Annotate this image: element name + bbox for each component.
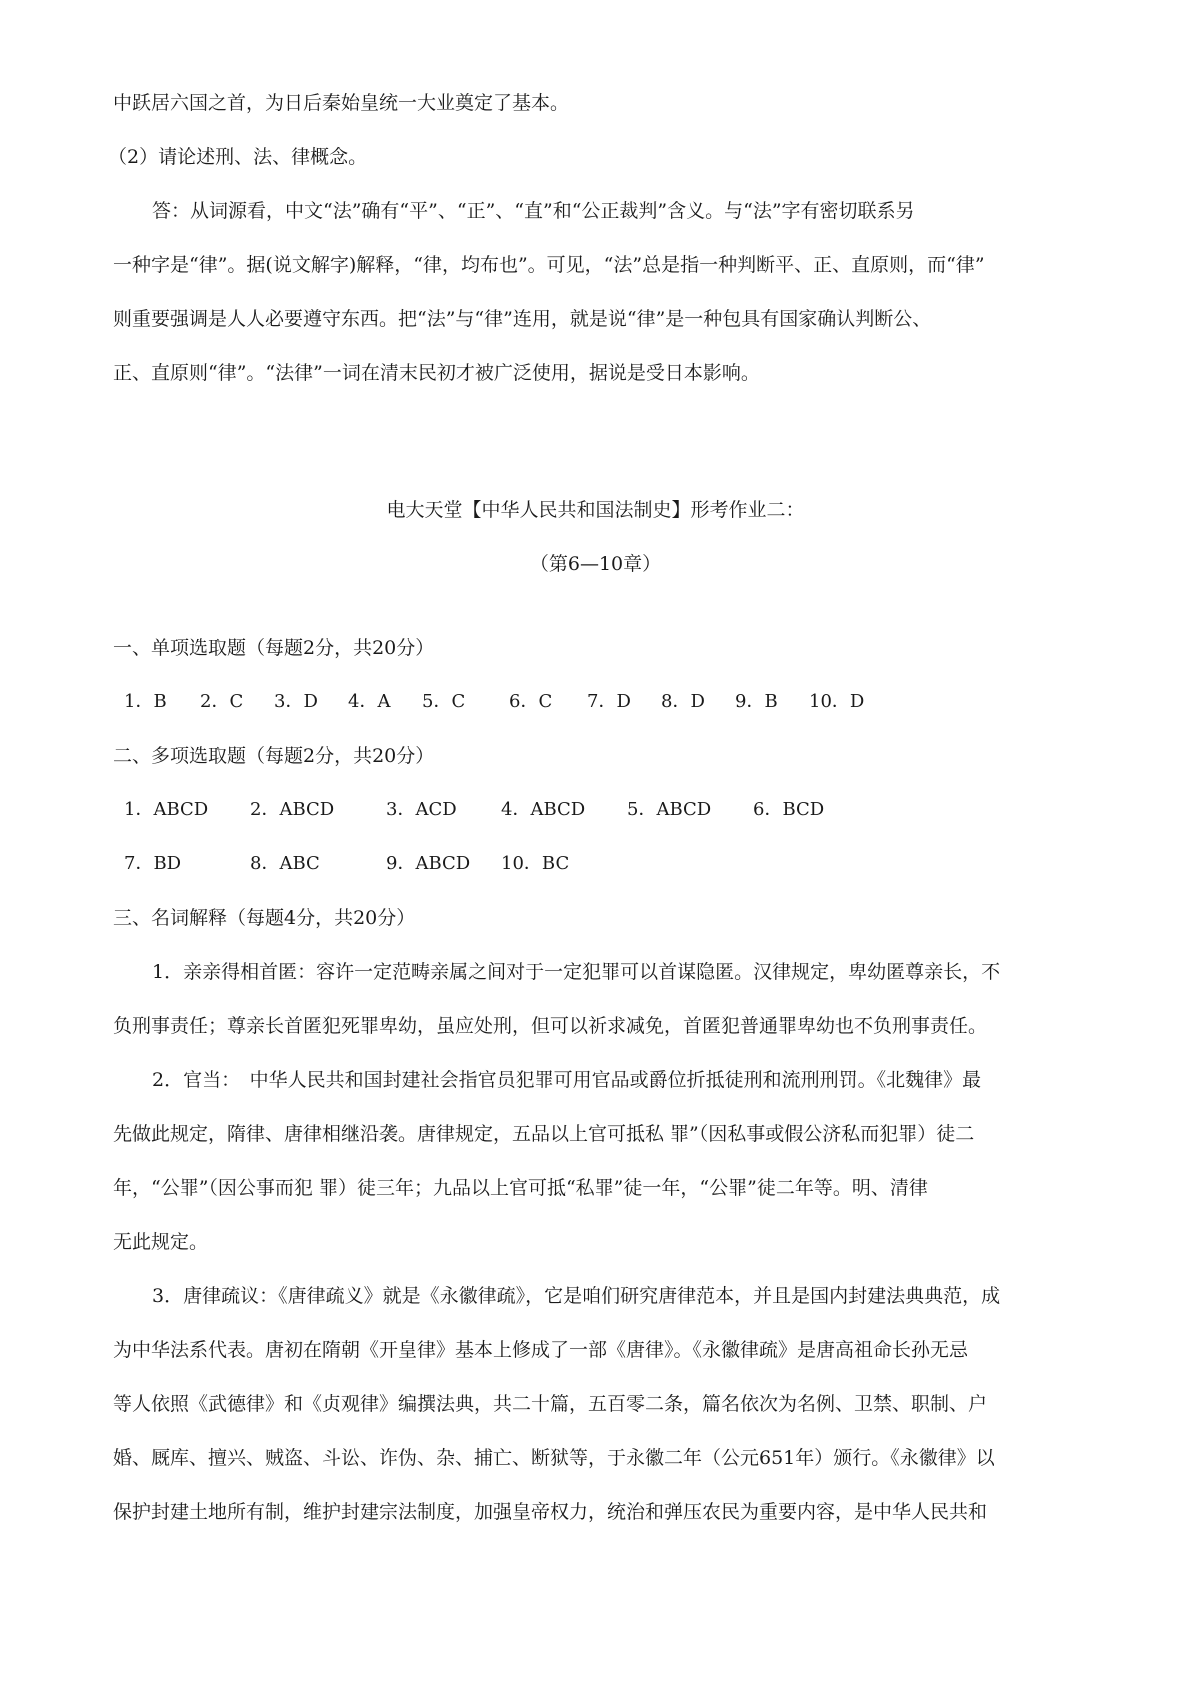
section-2-answers-row-2 <box>124 851 601 877</box>
term-3-line-4: 婚、厩库、擅兴、贼盗、斗讼、诈伪、杂、捕亡、断狱等，于永徽二年（公元651年）颁行。《永徽律》以 <box>113 1447 995 1469</box>
answer-item: 2．C <box>200 691 244 712</box>
section-1-answers <box>124 689 883 715</box>
term-1-line-1: 1．亲亲得相首匿：容许一定范畴亲属之间对于一定犯罪可以首谋隐匿。汉律规定，卑幼匿尊亲长，不 <box>152 961 1001 983</box>
answer-item: 4．A <box>348 691 391 712</box>
answer-item: 5．ABCD <box>627 799 712 820</box>
answer-item: 7．BD <box>124 853 182 874</box>
answer-item: 3．D <box>274 691 318 712</box>
answer-item: 1．B <box>124 691 167 712</box>
answer-item: 10．D <box>809 691 865 712</box>
section-1-heading: 一、单项选取题（每题2分，共20分） <box>113 637 435 659</box>
term-2-line-3: 年，“公罪”（因公事而犯 罪）徒三年；九品以上官可抵“私罪”徒一年，“公罪”徒二年等。明、清律 <box>113 1177 928 1199</box>
section-3-heading: 三、名词解释（每题4分，共20分） <box>113 907 416 929</box>
answer-item: 9．B <box>735 691 778 712</box>
term-2-line-1: 2．官当： 中华人民共和国封建社会指官员犯罪可用官品或爵位折抵徒刑和流刑刑罚。《北魏律》最 <box>152 1069 982 1091</box>
term-2-line-4: 无此规定。 <box>113 1231 209 1253</box>
answer-line-3: 则重要强调是人人必要遵守东西。把“法”与“律”连用，就是说“律”是一种包具有国家确认判断公、 <box>113 308 932 330</box>
answer-line-2: 一种字是“律”。据(说文解字)解释，“律，均布也”。可见，“法”总是指一种判断平、正、直原则，而“律” <box>113 254 985 276</box>
question-2: （2）请论述刑、法、律概念。 <box>108 146 368 168</box>
answer-item: 6．C <box>509 691 553 712</box>
assignment-title: 电大天堂【中华人民共和国法制史】形考作业二： <box>386 499 805 521</box>
term-1-line-2: 负刑事责任；尊亲长首匿犯死罪卑幼，虽应处刑，但可以祈求减免，首匿犯普通罪卑幼也不负刑事责任。 <box>113 1015 988 1037</box>
answer-item: 8．ABC <box>250 853 320 874</box>
term-3-line-1: 3．唐律疏议：《唐律疏义》就是《永徽律疏》，它是咱们研究唐律范本，并且是国内封建法典典范，成 <box>152 1285 1001 1307</box>
intro-line: 中跃居六国之首，为日后秦始皇统一大业奠定了基本。 <box>113 92 570 114</box>
answer-item: 1．ABCD <box>124 799 209 820</box>
answer-item: 7．D <box>587 691 631 712</box>
term-3-line-2: 为中华法系代表。唐初在隋朝《开皇律》基本上修成了一部《唐律》。《永徽律疏》是唐高祖命长孙无忌 <box>113 1339 969 1361</box>
answer-item: 4．ABCD <box>501 799 586 820</box>
answer-item: 6．BCD <box>753 799 825 820</box>
answer-item: 3．ACD <box>386 799 457 820</box>
answer-item: 9．ABCD <box>386 853 471 874</box>
answer-item: 2．ABCD <box>250 799 335 820</box>
answer-line-1: 答：从词源看，中文“法”确有“平”、“正”、“直”和“公正裁判”含义。与“法”字有密切联系另 <box>152 200 915 222</box>
term-3-line-3: 等人依照《武德律》和《贞观律》编撰法典，共二十篇，五百零二条，篇名依次为名例、卫禁、职制、户 <box>113 1393 988 1415</box>
assignment-subtitle: （第6—10章） <box>529 553 662 575</box>
term-2-line-2: 先做此规定，隋律、唐律相继沿袭。唐律规定，五品以上官可抵私 罪”（因私事或假公济私而犯罪）徒二 <box>113 1123 975 1145</box>
section-2-heading: 二、多项选取题（每题2分，共20分） <box>113 745 435 767</box>
term-3-line-5: 保护封建土地所有制，维护封建宗法制度，加强皇帝权力，统治和弹压农民为重要内容，是中华人民共和 <box>113 1501 988 1523</box>
answer-item: 10．BC <box>501 853 570 874</box>
answer-item: 8．D <box>661 691 705 712</box>
answer-line-4: 正、直原则“律”。“法律”一词在清末民初才被广泛使用，据说是受日本影响。 <box>113 362 760 384</box>
section-2-answers-row-1 <box>124 797 853 823</box>
answer-item: 5．C <box>422 691 466 712</box>
